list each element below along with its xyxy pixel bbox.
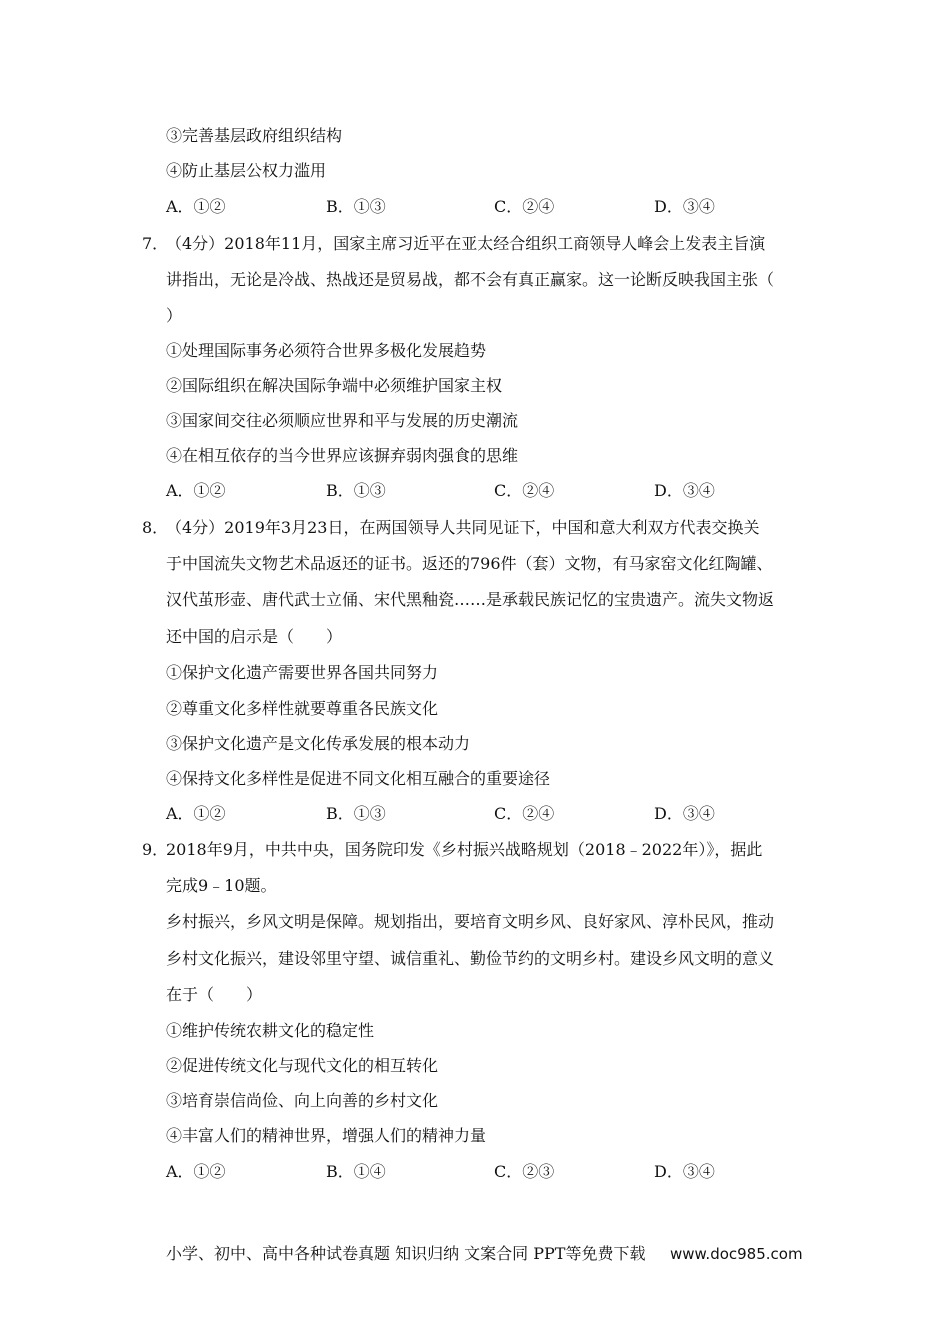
q8-stem-line-1: 8．（4分）2019年3月23日，在两国领导人共同见证下，中国和意大利双方代表交换关 <box>142 518 760 537</box>
q8-stem-line-3: 汉代茧形壶、唐代武士立俑、宋代黑釉瓷……是承载民族记忆的宝贵遗产。流失文物返 <box>166 590 775 609</box>
q7-number: 7． <box>142 234 169 253</box>
q9-stem-line-4: 乡村文化振兴，建设邻里守望、诚信重礼、勤俭节约的文明乡村。建设乡风文明的意义 <box>166 949 775 968</box>
q7-item-1: ①处理国际事务必须符合世界多极化发展趋势 <box>166 341 487 360</box>
q8-option-b[interactable]: B．①③ <box>326 804 386 823</box>
q9-item-1: ①维护传统农耕文化的稳定性 <box>166 1021 375 1040</box>
q9-stem-line-5: 在于（ ） <box>166 985 263 1004</box>
q8-option-c[interactable]: C．②④ <box>494 804 555 823</box>
q8-stem-line-2: 于中国流失文物艺术品返还的证书。返还的796件（套）文物，有马家窑文化红陶罐、 <box>166 554 773 573</box>
q9-item-2: ②促进传统文化与现代文化的相互转化 <box>166 1056 439 1075</box>
q9-option-c[interactable]: C．②③ <box>494 1162 555 1181</box>
q8-item-2: ②尊重文化多样性就要尊重各民族文化 <box>166 699 439 718</box>
q7-stem-line-1: 7．（4分）2018年11月，国家主席习近平在亚太经合组织工商领导人峰会上发表主旨演 <box>142 234 766 253</box>
q7-item-2: ②国际组织在解决国际争端中必须维护国家主权 <box>166 376 503 395</box>
prev-option-b[interactable]: B．①③ <box>326 197 386 216</box>
q9-option-b[interactable]: B．①④ <box>326 1162 386 1181</box>
q7-stem-line-2: 讲指出，无论是冷战、热战还是贸易战，都不会有真正赢家。这一论断反映我国主张（ <box>166 270 775 289</box>
prev-item-4: ④防止基层公权力滥用 <box>166 161 327 180</box>
prev-option-a[interactable]: A．①② <box>166 197 226 216</box>
q7-option-a[interactable]: A．①② <box>166 481 226 500</box>
q8-item-1: ①保护文化遗产需要世界各国共同努力 <box>166 663 439 682</box>
footer-text: 小学、初中、高中各种试卷真题 知识归纳 文案合同 PPT等免费下载 <box>166 1244 646 1263</box>
q7-item-3: ③国家间交往必须顺应世界和平与发展的历史潮流 <box>166 411 519 430</box>
q7-item-4: ④在相互依存的当今世界应该摒弃弱肉强食的思维 <box>166 446 519 465</box>
q8-stem-line-4: 还中国的启示是（ ） <box>166 627 343 646</box>
q7-option-d[interactable]: D．③④ <box>654 481 715 500</box>
page-footer <box>166 1243 803 1265</box>
prev-option-d[interactable]: D．③④ <box>654 197 715 216</box>
prev-option-c[interactable]: C．②④ <box>494 197 555 216</box>
q9-item-4: ④丰富人们的精神世界，增强人们的精神力量 <box>166 1126 487 1145</box>
q9-stem-line-2: 完成9﹣10题。 <box>166 876 277 895</box>
q8-option-a[interactable]: A．①② <box>166 804 226 823</box>
q8-option-d[interactable]: D．③④ <box>654 804 715 823</box>
q9-stem-line-3: 乡村振兴，乡风文明是保障。规划指出，要培育文明乡风、良好家风、淳朴民风，推动 <box>166 912 775 931</box>
q7-option-b[interactable]: B．①③ <box>326 481 386 500</box>
q7-stem-line-3: ） <box>166 306 183 325</box>
q8-item-3: ③保护文化遗产是文化传承发展的根本动力 <box>166 734 471 753</box>
footer-url[interactable]: www.doc985.com <box>670 1245 803 1263</box>
q8-number: 8． <box>142 518 169 537</box>
q9-stem-line-1: 9．2018年9月，中共中央，国务院印发《乡村振兴战略规划（2018﹣2022年）》，据此 <box>142 840 763 859</box>
q7-option-c[interactable]: C．②④ <box>494 481 555 500</box>
q8-item-4: ④保持文化多样性是促进不同文化相互融合的重要途径 <box>166 769 551 788</box>
q9-option-a[interactable]: A．①② <box>166 1162 226 1181</box>
prev-item-3: ③完善基层政府组织结构 <box>166 126 343 145</box>
q9-option-d[interactable]: D．③④ <box>654 1162 715 1181</box>
q9-item-3: ③培育崇信尚俭、向上向善的乡村文化 <box>166 1091 439 1110</box>
q9-number: 9． <box>142 840 169 859</box>
